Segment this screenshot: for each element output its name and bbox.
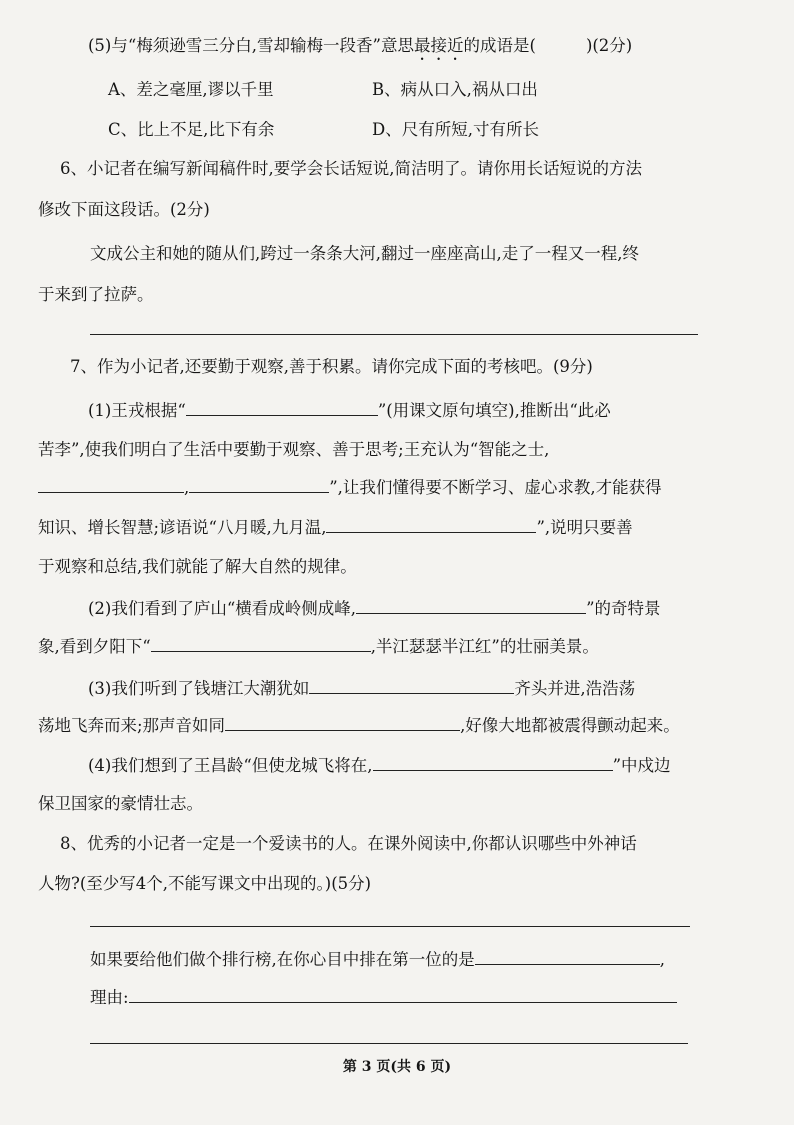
q5-option-a: A、差之毫厘,谬以千里 (108, 80, 274, 99)
q8-stem-line2: 人物?(至少写4个,不能写课文中出现的。)(5分) (38, 874, 372, 893)
q7-p3-line1: (3)我们听到了钱塘江大潮犹如 齐头并进,浩浩荡 (88, 675, 635, 701)
q7-p1-line3: , ”,让我们懂得要不断学习、虚心求教,才能获得 (38, 474, 662, 500)
q7-blank-3[interactable] (189, 474, 329, 493)
q7-p2-line2: 象,看到夕阳下“ ,半江瑟瑟半江红”的壮丽美景。 (38, 633, 599, 659)
q5-option-b: B、病从口入,祸从口出 (372, 80, 538, 99)
q5-option-c: C、比上不足,比下有余 (108, 120, 275, 139)
q7-blank-9[interactable] (373, 752, 613, 771)
q8-answer-line-1[interactable] (90, 926, 690, 927)
q7-p2-line1: (2)我们看到了庐山“横看成岭侧成峰, ”的奇特景 (88, 595, 661, 621)
q7-p4-line1: (4)我们想到了王昌龄“但使龙城飞将在, ”中戍边 (88, 752, 671, 778)
q8-answer-line-2[interactable] (90, 1043, 688, 1044)
q7-blank-7[interactable] (309, 675, 514, 694)
q8-rank-blank[interactable] (475, 946, 660, 965)
q8-rank-line: 如果要给他们做个排行榜,在你心目中排在第一位的是 , (90, 946, 665, 972)
q8-reason-blank[interactable] (129, 984, 677, 1003)
q7-p1-line4: 知识、增长智慧;谚语说“八月暖,九月温, ”,说明只要善 (38, 514, 633, 540)
q6-passage-line2: 于来到了拉萨。 (38, 285, 154, 304)
q7-p1-line2: 苦李”,使我们明白了生活中要勤于观察、善于思考;王充认为“智能之士, (38, 440, 550, 459)
q7-p4-line2: 保卫国家的豪情壮志。 (38, 794, 203, 813)
q6-answer-line[interactable] (90, 334, 698, 335)
q7-blank-2[interactable] (38, 474, 184, 493)
page-number: 第 3 页(共 6 页) (342, 1059, 452, 1075)
q5-option-d: D、尺有所短,寸有所长 (372, 120, 539, 139)
q6-stem-line1: 6、小记者在编写新闻稿件时,要学会长话短说,简洁明了。请你用长话短说的方法 (60, 159, 642, 178)
q7-p1-line5: 于观察和总结,我们就能了解大自然的规律。 (38, 557, 357, 576)
q5-emphasis: 最接近 (414, 36, 464, 55)
q8-stem-line1: 8、优秀的小记者一定是一个爱读书的人。在课外阅读中,你都认识哪些中外神话 (60, 834, 637, 853)
q7-stem: 7、作为小记者,还要勤于观察,善于积累。请你完成下面的考核吧。(9分) (70, 357, 593, 376)
q7-blank-5[interactable] (356, 595, 586, 614)
q6-stem-line2: 修改下面这段话。(2分) (38, 200, 210, 219)
q8-reason-line: 理由: (90, 984, 677, 1010)
q7-blank-4[interactable] (326, 514, 536, 533)
q5-stem: (5)与“梅须逊雪三分白,雪却输梅一段香”意思最接近的成语是( )(2分) (88, 36, 633, 55)
q6-passage-line1: 文成公主和她的随从们,跨过一条条大河,翻过一座座高山,走了一程又一程,终 (90, 244, 639, 263)
q7-blank-8[interactable] (225, 712, 460, 731)
q7-blank-6[interactable] (151, 633, 371, 652)
q7-blank-1[interactable] (186, 397, 378, 416)
q7-p3-line2: 荡地飞奔而来;那声音如同 ,好像大地都被震得颤动起来。 (38, 712, 680, 738)
q7-p1-line1: (1)王戎根据“ ”(用课文原句填空),推断出“此必 (88, 397, 611, 423)
